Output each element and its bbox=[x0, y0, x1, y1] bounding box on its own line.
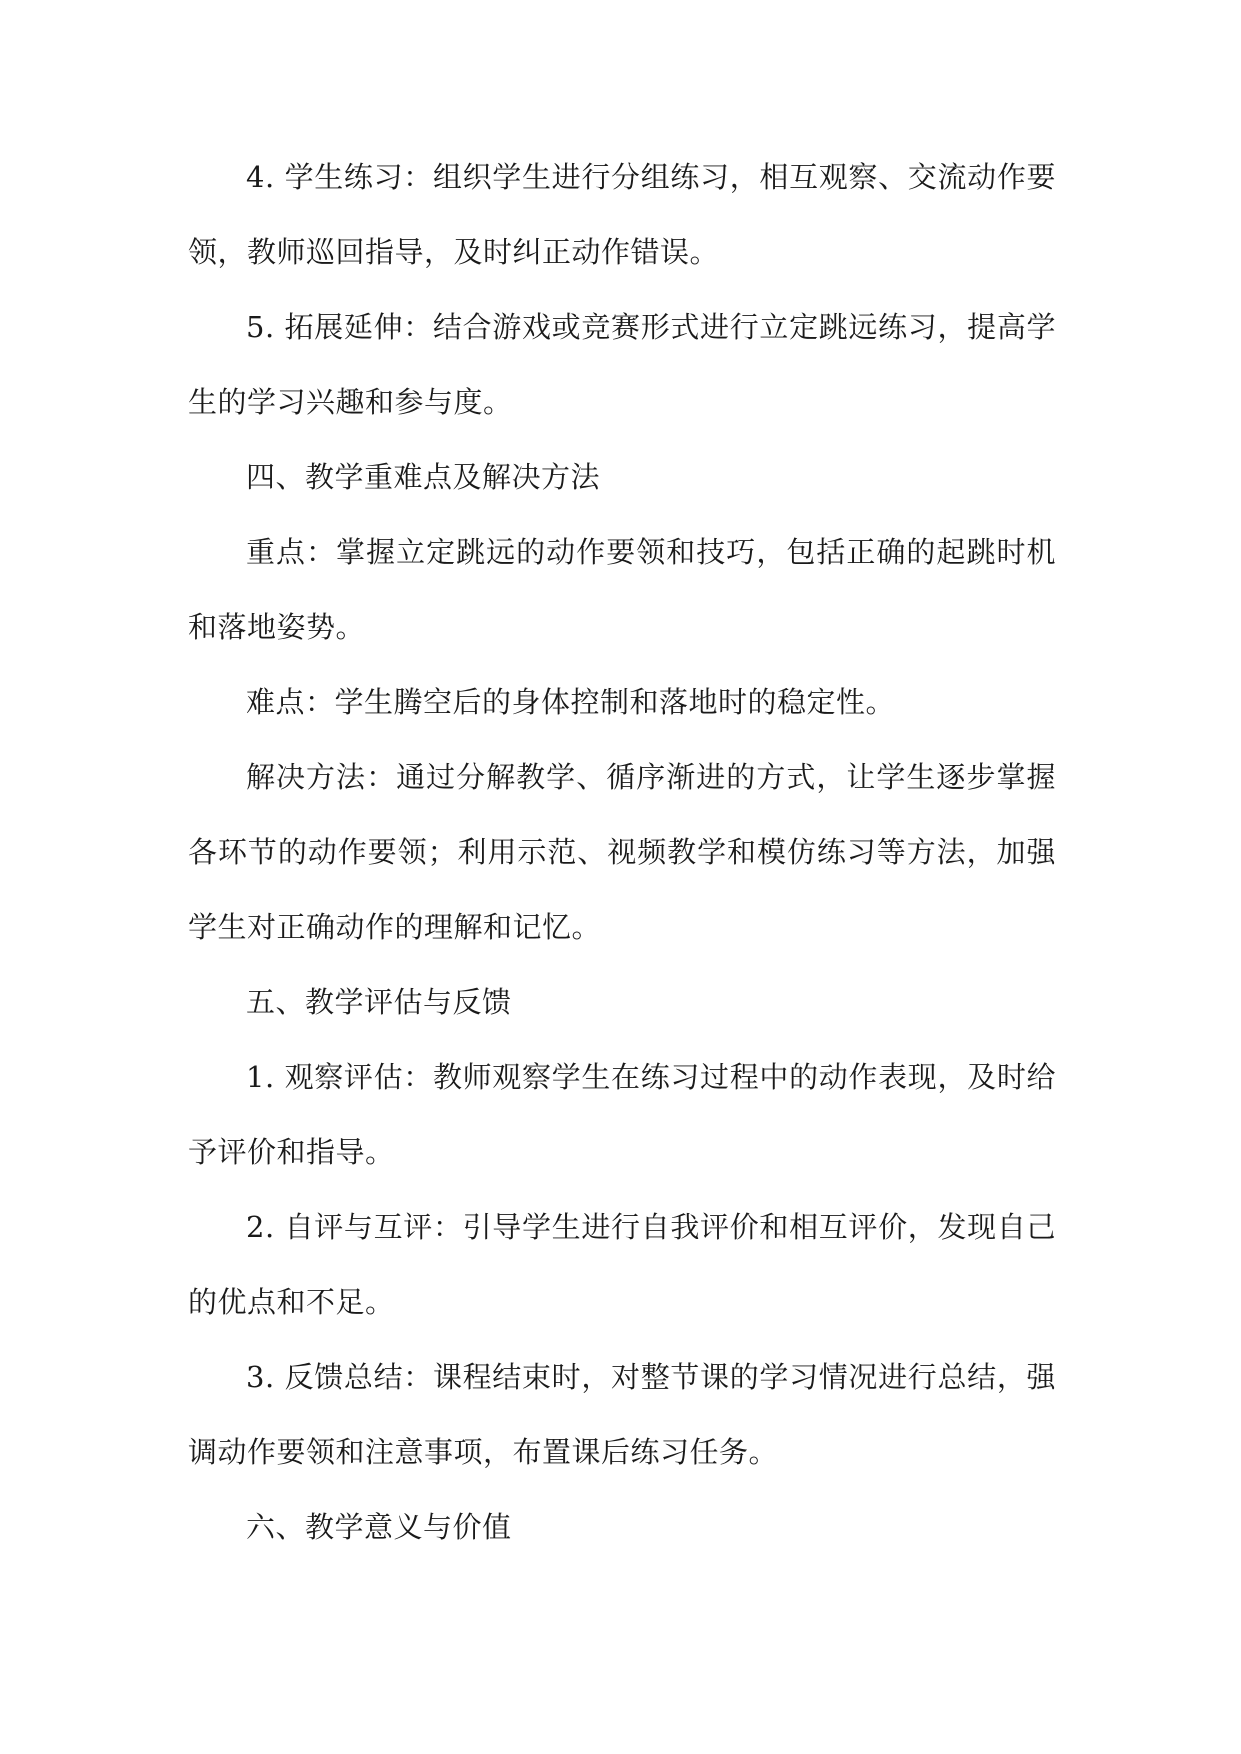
document-body bbox=[188, 140, 1056, 1565]
heading-evaluation-feedback: 五、教学评估与反馈 bbox=[246, 985, 512, 1019]
heading-key-difficult-points: 四、教学重难点及解决方法 bbox=[246, 460, 601, 494]
paragraph-difficult-point: 难点：学生腾空后的身体控制和落地时的稳定性。 bbox=[246, 685, 896, 719]
paragraph-self-peer-evaluation: 2. 自评与互评：引导学生进行自我评价和相互评价，发现自己的优点和不足。 bbox=[188, 1210, 1056, 1319]
paragraph-feedback-summary: 3. 反馈总结：课程结束时，对整节课的学习情况进行总结，强调动作要领和注意事项，布置课后练习任务。 bbox=[188, 1360, 1056, 1469]
paragraph-observation-evaluation: 1. 观察评估：教师观察学生在练习过程中的动作表现，及时给予评价和指导。 bbox=[188, 1060, 1056, 1169]
paragraph-key-point: 重点：掌握立定跳远的动作要领和技巧，包括正确的起跳时机和落地姿势。 bbox=[188, 535, 1056, 644]
paragraph-extension: 5. 拓展延伸：结合游戏或竞赛形式进行立定跳远练习，提高学生的学习兴趣和参与度。 bbox=[188, 310, 1056, 419]
heading-teaching-significance: 六、教学意义与价值 bbox=[246, 1510, 512, 1544]
paragraph-student-practice: 4. 学生练习：组织学生进行分组练习，相互观察、交流动作要领，教师巡回指导，及时纠正动作错误。 bbox=[188, 160, 1056, 269]
paragraph-solution-method: 解决方法：通过分解教学、循序渐进的方式，让学生逐步掌握各环节的动作要领；利用示范、视频教学和模仿练习等方法，加强学生对正确动作的理解和记忆。 bbox=[188, 760, 1056, 944]
